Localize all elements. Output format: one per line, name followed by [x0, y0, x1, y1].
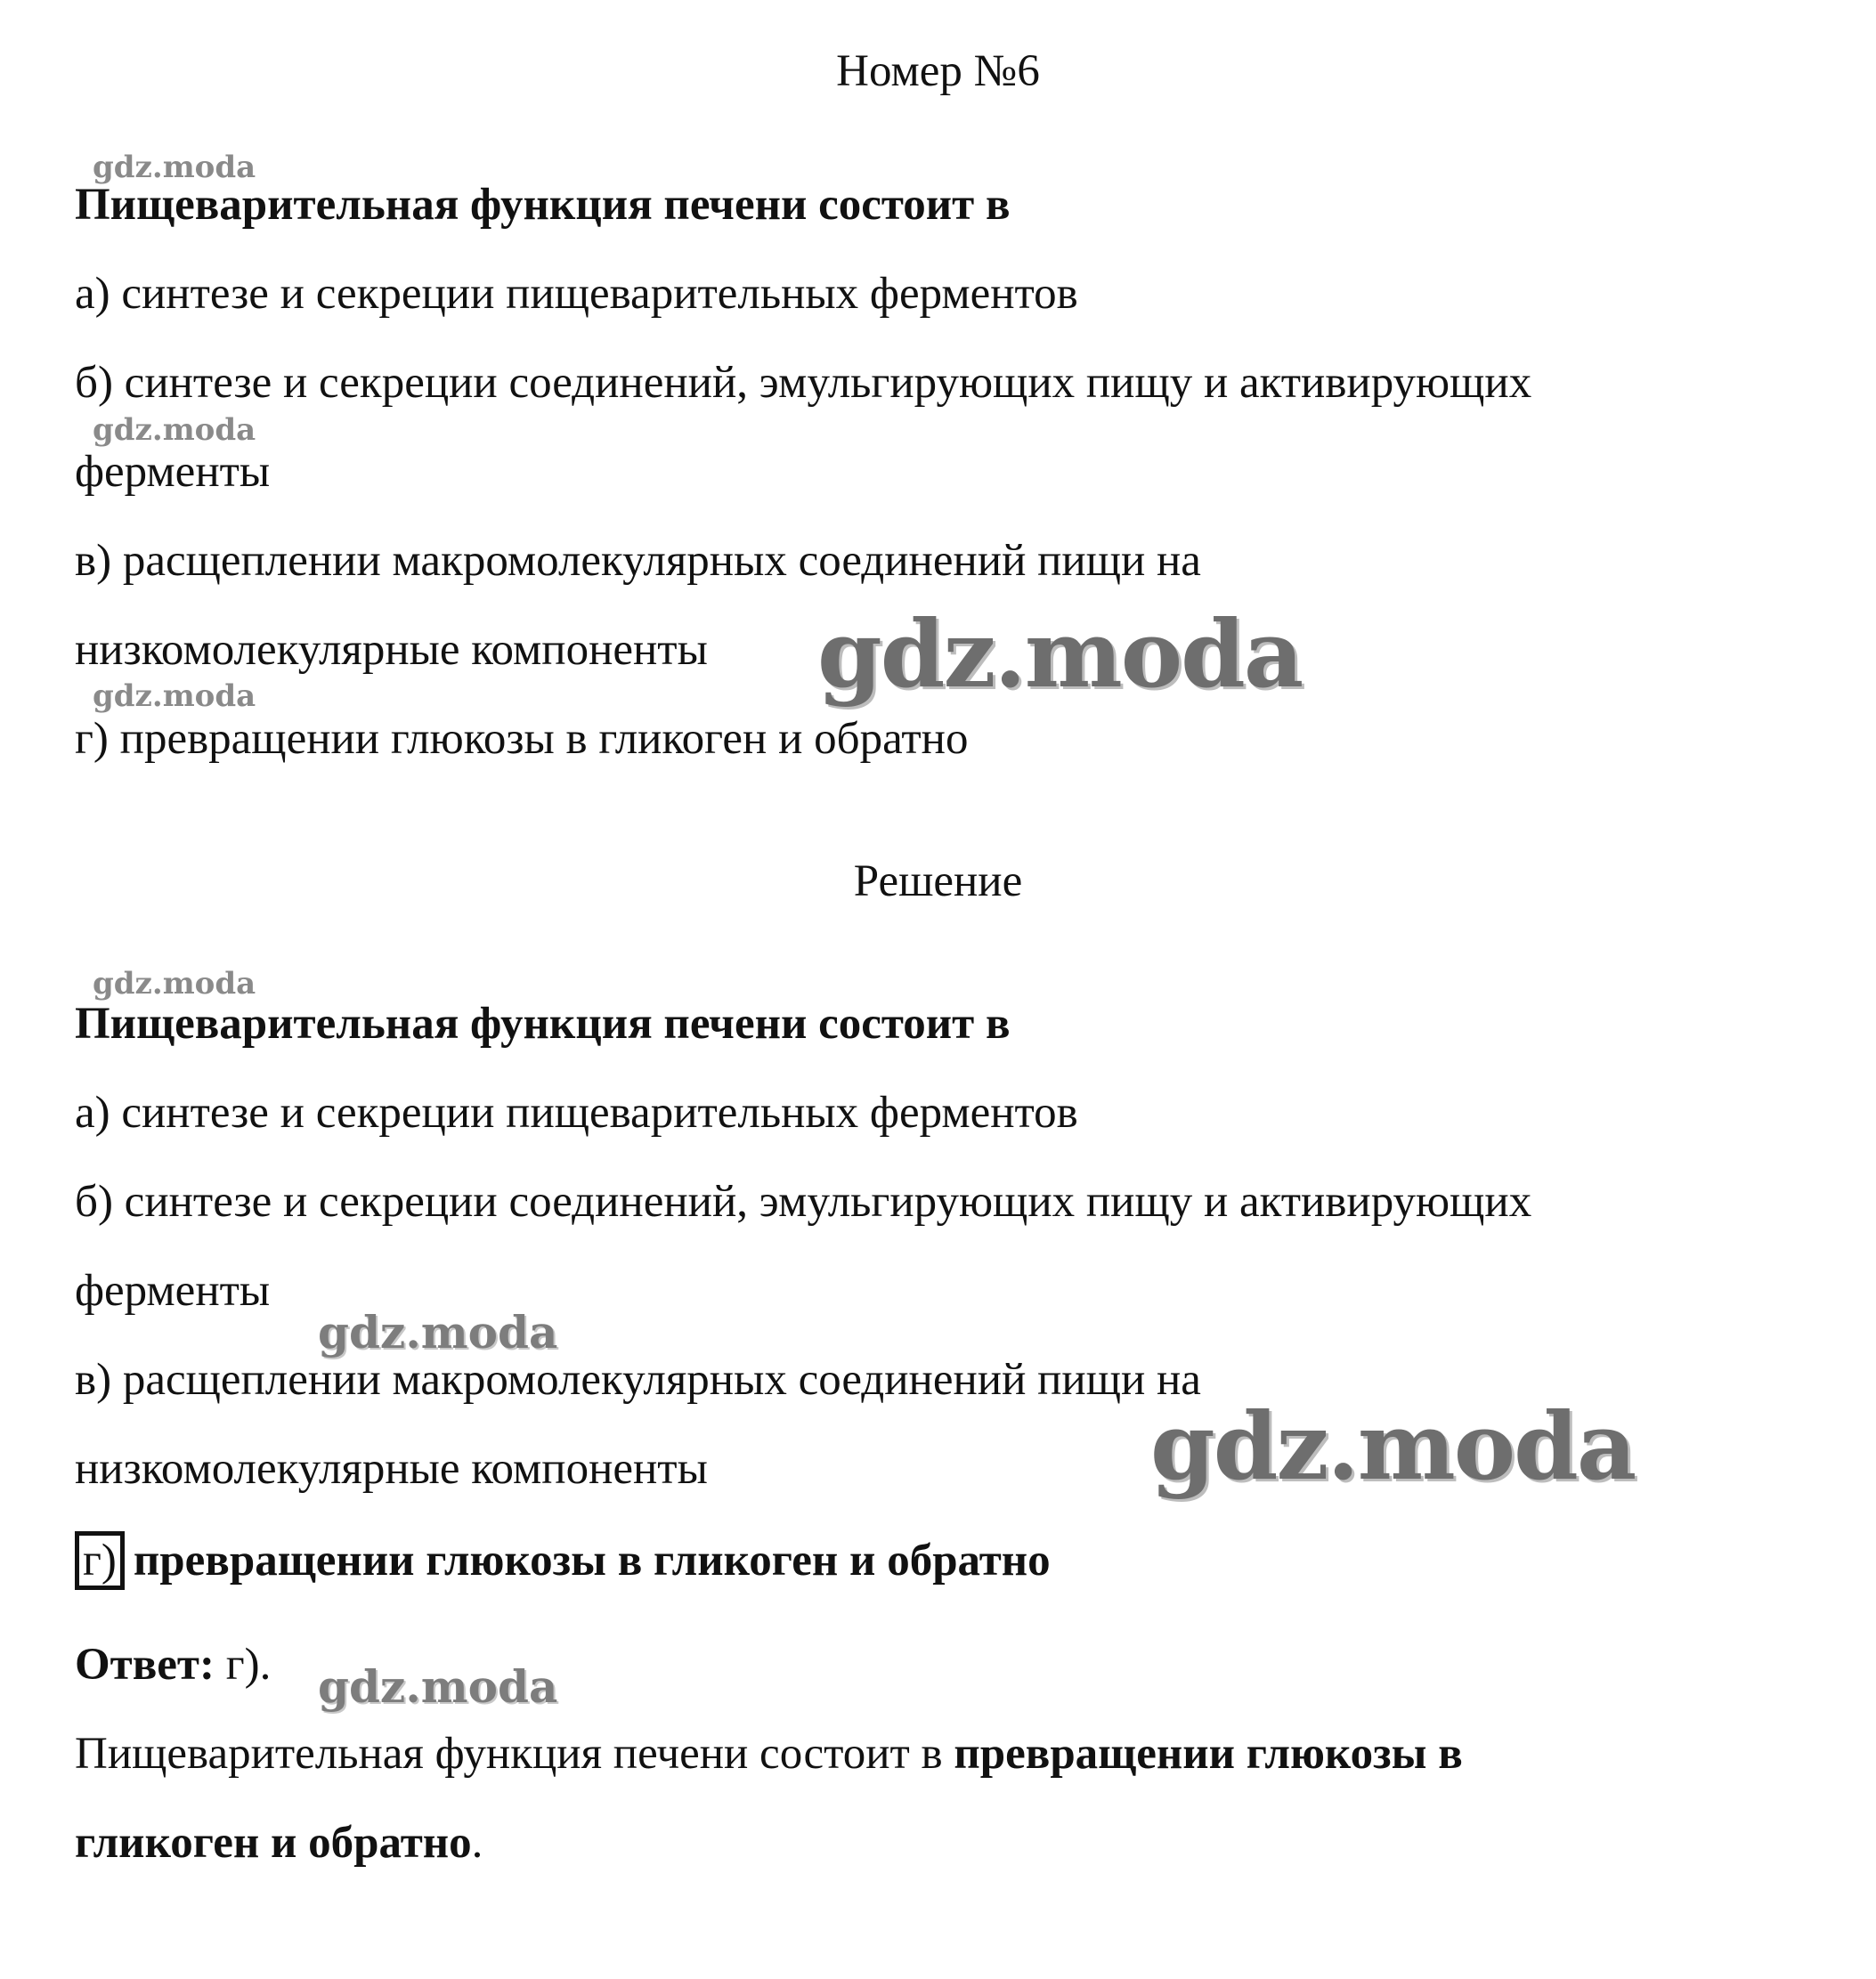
page-title: Номер №6	[836, 46, 1040, 96]
solution-option-v-line2: низкомолекулярные компоненты	[75, 1444, 708, 1494]
explanation-plain: Пищеварительная функция печени состоит в	[75, 1729, 954, 1779]
watermark: gdz.moda	[93, 150, 256, 185]
solution-option-a: а) синтезе и секреции пищеварительных ферментов	[75, 1088, 1078, 1138]
watermark: gdz.moda	[318, 1306, 558, 1359]
watermark: gdz.moda	[817, 599, 1303, 709]
question-option-v-line2: низкомолекулярные компоненты	[75, 625, 708, 675]
correct-answer-marker: г)	[75, 1531, 125, 1590]
watermark: gdz.moda	[93, 966, 256, 1002]
watermark: gdz.moda	[93, 412, 256, 448]
question-option-g: г) превращении глюкозы в гликоген и обратно	[75, 714, 969, 764]
watermark: gdz.moda	[1150, 1391, 1636, 1501]
explanation-bold-1: превращении глюкозы в	[954, 1729, 1463, 1779]
answer-label: Ответ:	[75, 1640, 215, 1690]
answer-value: г).	[214, 1640, 272, 1690]
question-option-b-line1: б) синтезе и секреции соединений, эмульгирующих пищу и активирующих	[75, 358, 1532, 408]
solution-option-b-line2: ферменты	[75, 1266, 271, 1316]
explanation-bold-2: гликоген и обратно	[75, 1818, 472, 1868]
explanation-end: .	[471, 1818, 483, 1868]
question-stem: Пищеварительная функция печени состоит в	[75, 180, 1011, 230]
solution-option-g	[75, 1531, 1051, 1590]
question-option-a: а) синтезе и секреции пищеварительных ферментов	[75, 269, 1078, 319]
solution-stem: Пищеварительная функция печени состоит в	[75, 999, 1011, 1049]
solution-option-g-text: превращении глюкозы в гликоген и обратно	[133, 1536, 1051, 1586]
explanation-line2	[75, 1816, 483, 1870]
solution-heading: Решение	[853, 856, 1023, 906]
solution-option-b-line1: б) синтезе и секреции соединений, эмульгирующих пищу и активирующих	[75, 1177, 1532, 1227]
watermark: gdz.moda	[318, 1660, 558, 1713]
question-option-b-line2: ферменты	[75, 447, 271, 497]
explanation-line1	[75, 1727, 1463, 1780]
answer-line	[75, 1638, 271, 1691]
solution-option-v-line1: в) расщеплении макромолекулярных соединений пищи на	[75, 1355, 1201, 1405]
watermark: gdz.moda	[93, 678, 256, 714]
question-option-v-line1: в) расщеплении макромолекулярных соединений пищи на	[75, 536, 1201, 586]
